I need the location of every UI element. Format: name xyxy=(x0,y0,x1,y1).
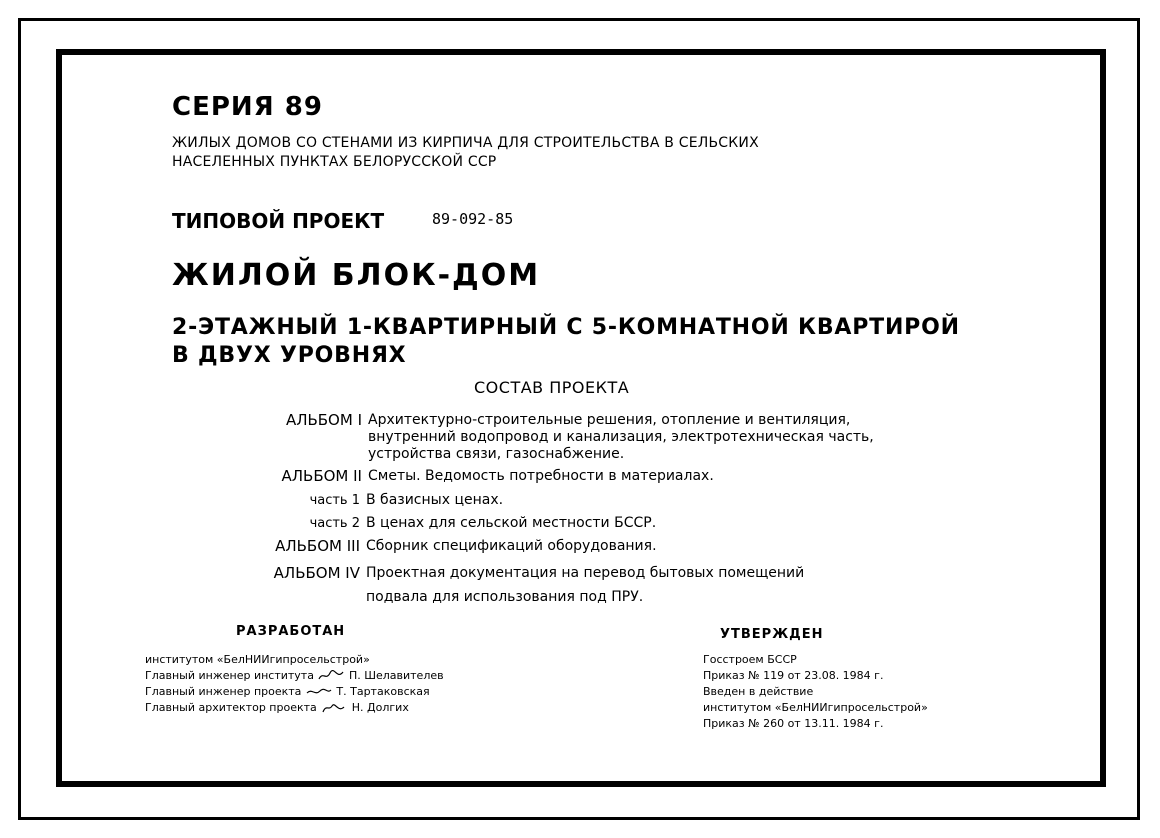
album-1-line-1: Архитектурно-строительные решения, отопление и вентиляция, xyxy=(368,412,851,428)
series-line-2: НАСЕЛЕННЫХ ПУНКТАХ БЕЛОРУССКОЙ ССР xyxy=(172,154,497,170)
project-number: 89-092-85 xyxy=(432,210,514,228)
part-2-label: часть 2 xyxy=(309,516,360,531)
album-2-line-1: Сметы. Ведомость потребности в материалах. xyxy=(368,468,714,484)
part-1-entry xyxy=(309,492,504,509)
signature-icon xyxy=(320,701,348,715)
chief-engineer-line xyxy=(145,668,444,684)
series-line-1: ЖИЛЫХ ДОМОВ СО СТЕНАМИ ИЗ КИРПИЧА ДЛЯ СТРОИТЕЛЬСТВА В СЕЛЬСКИХ xyxy=(172,135,759,151)
signature-icon xyxy=(317,669,345,683)
developed-institute: институтом «БелНИИгипросельстрой» xyxy=(145,653,370,666)
house-subtitle xyxy=(172,314,960,370)
project-engineer-line xyxy=(145,684,444,700)
developed-block xyxy=(145,652,444,716)
album-1-line-3: устройства связи, газоснабжение. xyxy=(368,446,625,462)
approved-block xyxy=(703,652,928,732)
album-3-entry xyxy=(275,537,657,555)
chief-engineer-name: П. Шелавителев xyxy=(348,669,444,682)
composition-title: СОСТАВ ПРОЕКТА xyxy=(474,378,630,397)
album-4-entry xyxy=(273,561,805,609)
part-1-label: часть 1 xyxy=(309,493,360,508)
album-4-line-1: Проектная документация на перевод бытовых помещений xyxy=(366,565,805,581)
approved-order-1: Приказ № 119 от 23.08. 1984 г. xyxy=(703,669,884,682)
approved-title: УТВЕРЖДЕН xyxy=(720,627,824,642)
series-description xyxy=(172,134,759,172)
house-subtitle-line-2: В ДВУХ УРОВНЯХ xyxy=(172,343,407,368)
project-engineer-name: Т. Тартаковская xyxy=(336,685,430,698)
developed-title: РАЗРАБОТАН xyxy=(236,624,346,639)
chief-engineer-role: Главный инженер института xyxy=(145,669,314,682)
approved-by: Госстроем БССР xyxy=(703,653,797,666)
architect-role: Главный архитектор проекта xyxy=(145,701,317,714)
approved-enacted: Введен в действие xyxy=(703,685,814,698)
approved-order-2: Приказ № 260 от 13.11. 1984 г. xyxy=(703,717,884,730)
house-subtitle-line-1: 2-ЭТАЖНЫЙ 1-КВАРТИРНЫЙ С 5-КОМНАТНОЙ КВАРТИРОЙ xyxy=(172,315,960,340)
album-1-label: АЛЬБОМ I xyxy=(285,411,362,429)
part-2-line-1: В ценах для сельской местности БССР. xyxy=(366,515,657,531)
approved-institute: институтом «БелНИИгипросельстрой» xyxy=(703,701,928,714)
album-1-line-2: внутренний водопровод и канализация, электротехническая часть, xyxy=(368,429,874,445)
part-2-entry xyxy=(309,515,657,532)
project-label: ТИПОВОЙ ПРОЕКТ xyxy=(172,209,385,233)
album-4-label: АЛЬБОМ IV xyxy=(273,564,360,582)
architect-name: Н. Долгих xyxy=(351,701,409,714)
album-3-line-1: Сборник спецификаций оборудования. xyxy=(366,538,657,554)
signature-icon xyxy=(305,685,333,699)
album-3-label: АЛЬБОМ III xyxy=(275,537,360,555)
part-1-line-1: В базисных ценах. xyxy=(366,492,504,508)
album-4-line-2: подвала для использования под ПРУ. xyxy=(366,589,644,605)
architect-line xyxy=(145,700,444,716)
album-1-entry xyxy=(285,411,874,463)
series-title: СЕРИЯ 89 xyxy=(172,92,323,122)
album-2-entry xyxy=(281,467,714,485)
album-2-label: АЛЬБОМ II xyxy=(281,467,362,485)
project-engineer-role: Главный инженер проекта xyxy=(145,685,302,698)
house-title: ЖИЛОЙ БЛОК-ДОМ xyxy=(172,258,541,293)
